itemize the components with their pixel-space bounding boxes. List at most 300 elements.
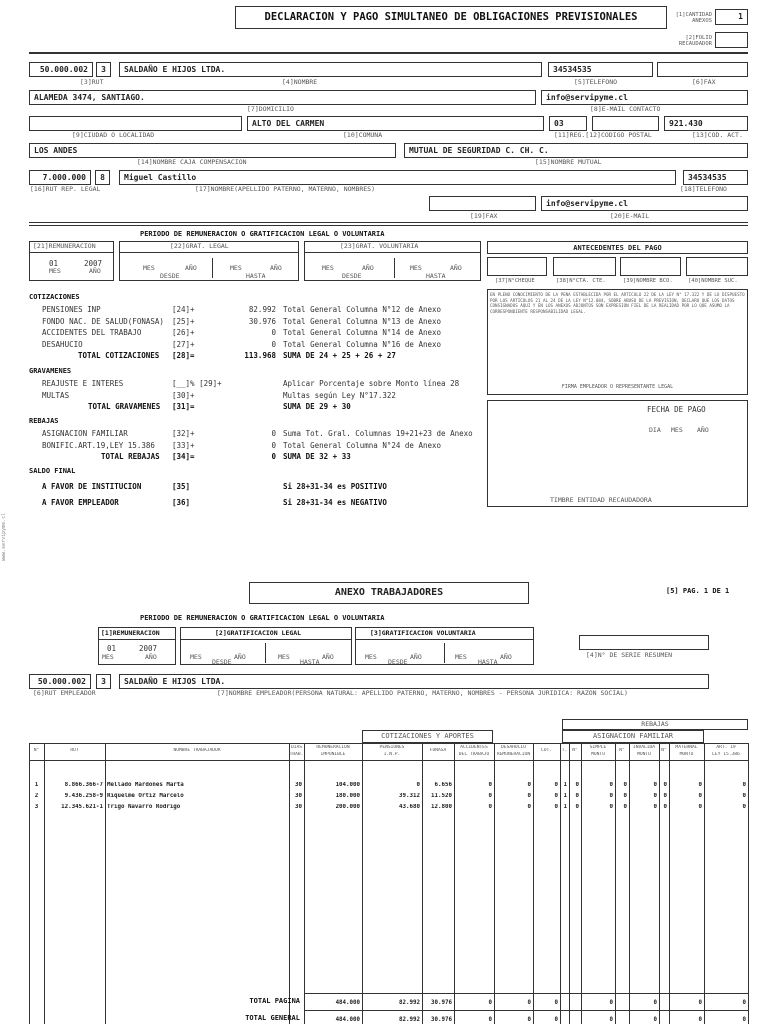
caja-field[interactable]: LOS ANDES — [29, 143, 396, 158]
col-header-4-0: REMUNERACION — [316, 745, 350, 750]
region-field[interactable]: 03 — [549, 116, 587, 131]
serie-label: [4]N° DE SERIE RESUMEN — [586, 651, 673, 659]
email-field[interactable]: info@servipyme.cl — [541, 90, 748, 105]
cot-2-label: ACCIDENTES DEL TRABAJO — [42, 328, 142, 337]
total-1-v5: 0 — [554, 1017, 558, 1023]
rep-fax-label: [19]FAX — [470, 212, 498, 220]
grav-1-code: [30]+ — [172, 390, 195, 400]
serie-field[interactable] — [579, 635, 709, 650]
fecha-anio: AÑO — [697, 426, 709, 434]
col-header-12-0: SIMPLE — [589, 745, 607, 750]
anexo-gv-mes1: MES — [365, 653, 377, 661]
gl-hasta: HASTA — [246, 272, 266, 280]
remuneracion-label: [21]REMUNERACION — [33, 242, 96, 250]
rep-fax-field[interactable] — [429, 196, 536, 211]
anexo-gv-mid — [444, 643, 445, 663]
col-line-0 — [29, 743, 30, 1024]
col-header-7-0: ACCIDENTES — [460, 745, 488, 750]
total-1-v1: 82.992 — [399, 1017, 420, 1023]
cell-r1-c14: 0 — [653, 793, 657, 799]
reb-1-desc: Total General Columna N°24 de Anexo — [283, 440, 442, 450]
cell-r2-c10: 1 — [563, 804, 567, 810]
col-line-16 — [669, 743, 670, 1024]
grat-vol-label: [23]GRAT. VOLUNTARIA — [340, 242, 419, 250]
cheque-label: [37]N°CHEQUE — [495, 278, 535, 284]
saldo-title: SALDO FINAL — [29, 467, 76, 475]
anexo-gv-sep — [355, 639, 534, 640]
col-header-11-0: N° — [572, 748, 578, 753]
col-header-17-0: ART. 19 — [716, 745, 736, 750]
col-line-7 — [454, 743, 455, 1024]
cell-r0-c13: 0 — [623, 782, 627, 788]
postal-field[interactable] — [592, 116, 659, 131]
name-label: [4]NOMBRE — [282, 78, 318, 86]
reb-1-value: 0 — [271, 440, 276, 450]
col-line-17 — [704, 743, 705, 1024]
cell-r2-c8: 0 — [527, 804, 531, 810]
anexo-gv-label: [3]GRATIFICACION VOLUNTARIA — [370, 629, 476, 637]
anexo-gl-anio1: AÑO — [234, 653, 246, 661]
cot-3-code: [27]+ — [172, 339, 195, 349]
anexo-period-title: PERIODO DE REMUNERACION O GRATIFICACION LEGAL O VOLUNTARIA — [140, 614, 385, 622]
col-header-14-0: INVALIDA — [632, 745, 656, 750]
col-header-3-1: TRAB. — [289, 752, 304, 757]
cell-r2-c14: 0 — [653, 804, 657, 810]
cot-1-desc: Total General Columna N°13 de Anexo — [283, 316, 442, 326]
cell-r0-c7: 0 — [488, 782, 492, 788]
fecha-mes: MES — [671, 426, 683, 434]
gl-desde: DESDE — [160, 272, 180, 280]
cot-total-label: TOTAL COTIZACIONES — [78, 351, 160, 360]
anexo-gl-label: [2]GRATIFICACION LEGAL — [215, 629, 302, 637]
folio-label: [2]FOLIO RECAUDADOR — [678, 35, 712, 47]
cell-r1-c10: 1 — [563, 793, 567, 799]
cell-r0-c16: 0 — [698, 782, 702, 788]
rut-label: [3]RUT — [80, 78, 104, 86]
totals-mid — [304, 1010, 748, 1011]
col-line-6 — [422, 743, 423, 1024]
grav-1-label: MULTAS — [42, 390, 70, 400]
cell-r0-c15: 0 — [663, 782, 667, 788]
cell-r1-c2: Riquelme Ortiz Marcelo — [107, 793, 184, 799]
reb-0-label: ASIGNACION FAMILIAR — [42, 429, 128, 438]
reb-total-code: [34]= — [172, 452, 195, 461]
fecha-dia: DIA — [649, 426, 661, 434]
anexo-gv-desde: DESDE — [388, 658, 408, 666]
rem-anio: AÑO — [89, 267, 101, 275]
cell-r0-c17: 0 — [742, 782, 746, 788]
cell-r1-c1: 9.436.258-9 — [64, 793, 103, 799]
anexo-gl-sep — [180, 639, 352, 640]
saldo-1-label: A FAVOR EMPLEADOR — [42, 498, 119, 507]
grav-0-desc: Aplicar Porcentaje sobre Monto línea 28 — [283, 379, 460, 388]
cta-field[interactable] — [553, 257, 616, 276]
gv-mes2: MES — [410, 264, 422, 272]
rep-rut-dv-field[interactable]: 8 — [95, 170, 110, 185]
gl-mid — [212, 258, 213, 278]
address-label: [7]DOMICILIO — [247, 105, 294, 113]
total-0-v8: 0 — [698, 1000, 702, 1006]
cot-1-value: 30.976 — [248, 316, 276, 326]
cot-2-code: [26]+ — [172, 328, 195, 337]
total-0-v6: 0 — [609, 1000, 613, 1006]
cell-r2-c2: Trigo Navarro Rodrigo — [107, 804, 181, 810]
cot-0-code: [24]+ — [172, 305, 195, 314]
total-label-0: TOTAL PAGINA — [249, 997, 300, 1005]
gv-anio2: AÑO — [450, 264, 462, 272]
anexo-gl-desde: DESDE — [212, 658, 232, 666]
region-postal-label: [11]REG.[12]CODIGO POSTAL — [554, 131, 652, 139]
col-header-15-0: N° — [661, 748, 667, 753]
form-title: DECLARACION Y PAGO SIMULTANEO DE OBLIGACIONES PREVISIONALES — [235, 6, 667, 29]
rem-mes: MES — [49, 267, 61, 275]
col-header-10-0: T. — [561, 748, 568, 753]
cell-r2-c13: 0 — [623, 804, 627, 810]
gl-anio1: AÑO — [185, 264, 197, 272]
rem-month: 01 — [49, 259, 59, 268]
rut-dv-field[interactable]: 3 — [96, 62, 111, 77]
cell-r0-c14: 0 — [653, 782, 657, 788]
cell-r2-c5: 43.680 — [399, 804, 420, 810]
anexo-gl-mes2: MES — [278, 653, 290, 661]
anexo-rem-year: 2007 — [139, 644, 158, 653]
col-header-17-1: LEY 15.386 — [712, 752, 740, 757]
cot-0-value: 82.992 — [248, 305, 276, 314]
gv-mid — [394, 258, 395, 278]
cell-r1-c4: 180.000 — [335, 793, 360, 799]
col-line-1 — [44, 743, 45, 1024]
col-header-12-1: MONTO — [591, 752, 605, 757]
anexo-rut-field[interactable]: 50.000.002 — [29, 674, 91, 689]
col-line-13 — [615, 743, 616, 1024]
section-divider-2 — [29, 225, 748, 226]
cell-r1-c3: 30 — [295, 793, 302, 799]
anexo-rut-label: [6]RUT EMPLEADOR — [33, 689, 96, 697]
cell-r0-c4: 104.000 — [335, 782, 360, 788]
email-label: [8]E-MAIL CONTACTO — [590, 105, 661, 113]
gravamenes-title: GRAVAMENES — [29, 367, 72, 375]
table-header-bottom — [29, 760, 748, 761]
col-header-4-1: IMPONIBLE — [320, 752, 346, 757]
col-line-18 — [748, 743, 749, 1024]
suc-label: [40]NOMBRE SUC. — [688, 278, 738, 284]
col-header-14-1: MONTO — [637, 752, 651, 757]
grav-0-code: [__]% [29]+ — [172, 379, 222, 388]
col-header-6-0: FONASA — [429, 748, 447, 753]
bco-label: [39]NOMBRE BCO. — [623, 278, 673, 284]
reb-total-label: TOTAL REBAJAS — [101, 452, 160, 461]
cell-r0-c0: 1 — [34, 782, 39, 788]
reb-0-desc: Suma Tot. Gral. Columnas 19+21+23 de Anexo — [283, 429, 473, 438]
anexo-gv-hasta: HASTA — [478, 658, 498, 666]
cell-r2-c15: 0 — [663, 804, 667, 810]
reb-1-code: [33]+ — [172, 440, 195, 450]
anexo-gv-anio1: AÑO — [410, 653, 422, 661]
col-header-1-0: RUT — [70, 748, 79, 753]
anexo-gl-mid — [265, 643, 266, 663]
total-0-v2: 30.976 — [431, 1000, 452, 1006]
saldo-0-label: A FAVOR DE INSTITUCION — [42, 482, 142, 491]
col-header-13-0: N° — [619, 748, 625, 753]
cell-r1-c12: 0 — [609, 793, 613, 799]
col-line-11 — [569, 743, 570, 1024]
rep-email-label: [20]E-MAIL — [610, 212, 650, 220]
col-header-5-0: PENSIONES — [379, 745, 405, 750]
cell-r2-c4: 200.000 — [335, 804, 360, 810]
cell-r1-c6: 11.520 — [431, 793, 452, 799]
reb-0-code: [32]+ — [172, 429, 195, 438]
saldo-1-desc: Si 28+31-34 es NEGATIVO — [283, 498, 387, 507]
pago-title: ANTECEDENTES DEL PAGO — [487, 241, 748, 254]
cta-label: [38]N°CTA. CTE. — [556, 278, 606, 284]
cell-r1-c16: 0 — [698, 793, 702, 799]
cell-r2-c0: 3 — [34, 804, 39, 810]
comuna-field[interactable]: ALTO DEL CARMEN — [247, 116, 544, 131]
col-line-12 — [581, 743, 582, 1024]
reb-1-label: BONIFIC.ART.19,LEY 15.386 — [42, 440, 155, 450]
cantidad-label: [1]CANTIDAD ANEXOS — [675, 12, 712, 24]
activity-field[interactable]: 921.430 — [664, 116, 748, 131]
col-line-5 — [362, 743, 363, 1024]
col-header-3-0: DIAS — [290, 745, 303, 750]
cell-r2-c16: 0 — [698, 804, 702, 810]
grav-total-code: [31]= — [172, 402, 195, 411]
anexo-name-label: [7]NOMBRE EMPLEADOR(PERSONA NATURAL: APELLIDO PATERNO, MATERNO, NOMBRES - PERSONA JURIDICA: RAZON SOCIAL) — [217, 689, 628, 697]
declaracion-text: EN PLENO CONOCIMIENTO DE LA PENA ESTABLECIDA POR EL ARTICULO 22 DE LA LEY N° 17.322 Y DE LO DISPUESTO POR LOS ARTICULOS 21 AL 24 DE LA LEY N°12.084, SOBRE ABUSO DE LA PREVISION, DECLARO QUE LOS DATOS CONSIGNADOS AQUI Y EN LOS ANEXOS ADJUNTOS SON EXPRESION FIEL DE LA REALIDAD POR LO QUE ASUMO LA CORRESPONDIENTE RESPONSABILIDAD LEGAL. — [490, 292, 745, 314]
total-1-v3: 0 — [488, 1017, 492, 1023]
rep-rut-label: [16]RUT REP. LEGAL — [30, 185, 101, 193]
cell-r0-c6: 6.656 — [434, 782, 452, 788]
anexo-gl-mes1: MES — [190, 653, 202, 661]
total-1-v0: 484.000 — [335, 1017, 360, 1023]
caja-label: [14]NOMBRE CAJA COMPENSACION — [137, 158, 247, 166]
rebajas-title: REBAJAS — [29, 417, 59, 425]
anexo-gv-mes2: MES — [455, 653, 467, 661]
cot-0-desc: Total General Columna N°12 de Anexo — [283, 305, 442, 314]
period-title: PERIODO DE REMUNERACION O GRATIFICACION LEGAL O VOLUNTARIA — [140, 230, 385, 238]
cell-r2-c6: 12.800 — [431, 804, 452, 810]
cot-0-label: PENSIONES INP — [42, 305, 101, 314]
col-line-2 — [105, 743, 106, 1024]
side-watermark: www.servipyme.cl — [1, 512, 7, 561]
cell-r0-c9: 0 — [554, 782, 558, 788]
anexo-gl-anio2: AÑO — [322, 653, 334, 661]
cantidad-anexos-field[interactable]: 1 — [715, 9, 748, 25]
cell-r1-c5: 39.312 — [399, 793, 420, 799]
comuna-label: [10]COMUNA — [343, 131, 383, 139]
folio-field[interactable] — [715, 32, 748, 48]
bco-field[interactable] — [620, 257, 681, 276]
anexo-rem-sep — [98, 639, 176, 640]
table-top — [29, 743, 748, 744]
rep-rut-field[interactable]: 7.000.000 — [29, 170, 91, 185]
total-0-v3: 0 — [488, 1000, 492, 1006]
employer-name-field[interactable]: SALDAÑO E HIJOS LTDA. — [119, 62, 542, 77]
fecha-pago-title: FECHA DE PAGO — [647, 405, 706, 414]
cell-r2-c7: 0 — [488, 804, 492, 810]
col-header-0-0: N° — [33, 748, 40, 753]
col-header-5-1: I.N.P. — [383, 752, 401, 757]
cot-1-label: FONDO NAC. DE SALUD(FONASA) — [42, 316, 164, 326]
fax-field[interactable] — [657, 62, 748, 77]
total-0-v7: 0 — [653, 1000, 657, 1006]
fecha-pago-box — [487, 400, 748, 507]
total-1-v9: 0 — [742, 1017, 746, 1023]
cell-r2-c12: 0 — [609, 804, 613, 810]
col-line-4 — [304, 743, 305, 1024]
total-label-1: TOTAL GENERAL — [245, 1014, 300, 1022]
cot-3-value: 0 — [271, 339, 276, 349]
activity-label: [13]COD. ACT. — [692, 131, 743, 139]
grat-legal-label: [22]GRAT. LEGAL — [170, 242, 229, 250]
cell-r1-c9: 0 — [554, 793, 558, 799]
cell-r0-c8: 0 — [527, 782, 531, 788]
rep-phone-field[interactable]: 34534535 — [683, 170, 748, 185]
cell-r2-c17: 0 — [742, 804, 746, 810]
cell-r0-c12: 0 — [609, 782, 613, 788]
grav-0-label: REAJUSTE E INTERES — [42, 379, 124, 388]
total-1-v7: 0 — [653, 1017, 657, 1023]
mutual-field[interactable]: MUTUAL DE SEGURIDAD C. CH. C. — [404, 143, 748, 158]
rep-phone-label: [18]TELEFONO — [680, 185, 727, 193]
col-header-7-1: DEL TRABAJO — [458, 752, 490, 757]
rebajas-header: REBAJAS — [641, 720, 669, 728]
cell-r2-c11: 0 — [575, 804, 579, 810]
total-1-v6: 0 — [609, 1017, 613, 1023]
total-0-v5: 0 — [554, 1000, 558, 1006]
saldo-0-desc: Si 28+31-34 es POSITIVO — [283, 482, 387, 491]
reb-total-desc: SUMA DE 32 + 33 — [283, 452, 351, 461]
anexo-rem-label: [1]REMUNERACION — [101, 629, 160, 637]
grav-total-label: TOTAL GRAVAMENES — [88, 402, 161, 411]
cell-r1-c11: 0 — [575, 793, 579, 799]
col-header-2-0: NOMBRE TRABAJADOR — [173, 748, 221, 753]
col-line-8 — [494, 743, 495, 1024]
rep-email-field[interactable]: info@servipyme.cl — [541, 196, 748, 211]
address-field[interactable]: ALAMEDA 3474, SANTIAGO. — [29, 90, 536, 105]
reb-total-value: 0 — [271, 452, 276, 461]
gv-mes1: MES — [322, 264, 334, 272]
cell-r1-c15: 0 — [663, 793, 667, 799]
rem-year: 2007 — [84, 259, 103, 268]
cell-r2-c1: 12.345.621-1 — [61, 804, 103, 810]
col-line-14 — [629, 743, 630, 1024]
grav-1-desc: Multas según Ley N°17.322 — [283, 390, 396, 400]
col-header-9-0: COT. — [540, 748, 553, 753]
saldo-1-code: [36] — [172, 498, 191, 507]
cell-r1-c7: 0 — [488, 793, 492, 799]
anexo-rem-anio: AÑO — [145, 653, 157, 661]
cot-2-desc: Total General Columna N°14 de Anexo — [283, 328, 442, 337]
anexo-page: [5] PAG. 1 DE 1 — [666, 587, 730, 595]
anexo-gv-anio2: AÑO — [500, 653, 512, 661]
cot-total-desc: SUMA DE 24 + 25 + 26 + 27 — [283, 351, 396, 360]
anexo-title: ANEXO TRABAJADORES — [249, 582, 529, 604]
cot-total-code: [28]= — [172, 351, 195, 360]
gv-sep — [304, 252, 481, 253]
phone-field[interactable]: 34534535 — [548, 62, 653, 77]
cotizaciones-title: COTIZACIONES — [29, 293, 80, 301]
col-line-3 — [289, 743, 290, 1024]
cot-2-value: 0 — [271, 328, 276, 337]
cell-r2-c3: 30 — [295, 804, 302, 810]
cot-total-value: 113.968 — [244, 351, 276, 360]
rem-sep — [29, 252, 114, 253]
saldo-0-code: [35] — [172, 482, 191, 491]
total-0-v4: 0 — [527, 1000, 531, 1006]
timbre-label: TIMBRE ENTIDAD RECAUDADORA — [550, 496, 652, 504]
anexo-rut-dv-field[interactable]: 3 — [96, 674, 111, 689]
totals-top — [304, 993, 748, 994]
reb-0-value: 0 — [271, 429, 276, 438]
total-0-v0: 484.000 — [335, 1000, 360, 1006]
rut-field[interactable]: 50.000.002 — [29, 62, 93, 77]
cell-r0-c5: 0 — [416, 782, 420, 788]
rep-name-field[interactable]: Miguel Castillo — [119, 170, 676, 185]
col-line-10 — [560, 743, 561, 1024]
gv-desde: DESDE — [342, 272, 362, 280]
anexo-name-field[interactable]: SALDAÑO E HIJOS LTDA. — [119, 674, 709, 689]
gl-anio2: AÑO — [270, 264, 282, 272]
total-1-v8: 0 — [698, 1017, 702, 1023]
col-line-15 — [659, 743, 660, 1024]
cell-r0-c3: 30 — [295, 782, 302, 788]
fax-label: [6]FAX — [692, 78, 716, 86]
mutual-label: [15]NOMBRE MUTUAL — [535, 158, 602, 166]
total-0-v1: 82.992 — [399, 1000, 420, 1006]
cell-r1-c17: 0 — [742, 793, 746, 799]
total-1-v4: 0 — [527, 1017, 531, 1023]
anexo-gl-hasta: HASTA — [300, 658, 320, 666]
cell-r0-c2: Mellado Mardones Marta — [107, 782, 184, 788]
grav-total-desc: SUMA DE 29 + 30 — [283, 402, 351, 411]
gl-mes1: MES — [143, 264, 155, 272]
col-header-16-0: MATERNAL — [675, 745, 698, 750]
city-label: [9]CIUDAD O LOCALIDAD — [72, 131, 155, 139]
cell-r2-c9: 0 — [554, 804, 558, 810]
cot-3-desc: Total General Columna N°16 de Anexo — [283, 339, 442, 349]
section-divider — [29, 222, 748, 223]
cell-r1-c0: 2 — [34, 793, 39, 799]
cot-header: COTIZACIONES Y APORTES — [381, 732, 474, 740]
phone-label: [5]TELEFONO — [574, 78, 618, 86]
col-line-9 — [533, 743, 534, 1024]
cell-r1-c13: 0 — [623, 793, 627, 799]
header-divider — [29, 52, 748, 54]
col-header-8-0: DESAHUCIO — [501, 745, 526, 750]
gv-anio1: AÑO — [362, 264, 374, 272]
cheque-field[interactable] — [487, 257, 547, 276]
cell-r0-c10: 1 — [563, 782, 567, 788]
rep-name-label: [17]NOMBRE(APELLIDO PATERNO, MATERNO, NOMBRES) — [195, 185, 376, 193]
gl-mes2: MES — [230, 264, 242, 272]
anexo-rem-mes: MES — [102, 653, 114, 661]
cell-r0-c1: 8.866.366-7 — [64, 782, 103, 788]
gl-sep — [119, 252, 299, 253]
col-header-8-1: REMUNERACION — [496, 752, 531, 757]
gv-hasta: HASTA — [426, 272, 446, 280]
cot-1-code: [25]+ — [172, 316, 195, 326]
anexo-rem-month: 01 — [107, 644, 117, 653]
suc-field[interactable] — [686, 257, 748, 276]
total-1-v2: 30.976 — [431, 1017, 452, 1023]
cell-r0-c11: 0 — [575, 782, 579, 788]
cot-3-label: DESAHUCIO — [42, 339, 83, 349]
city-field[interactable] — [29, 116, 242, 131]
firma-label: FIRMA EMPLEADOR O REPRESENTANTE LEGAL — [561, 384, 674, 390]
cell-r1-c8: 0 — [527, 793, 531, 799]
total-0-v9: 0 — [742, 1000, 746, 1006]
